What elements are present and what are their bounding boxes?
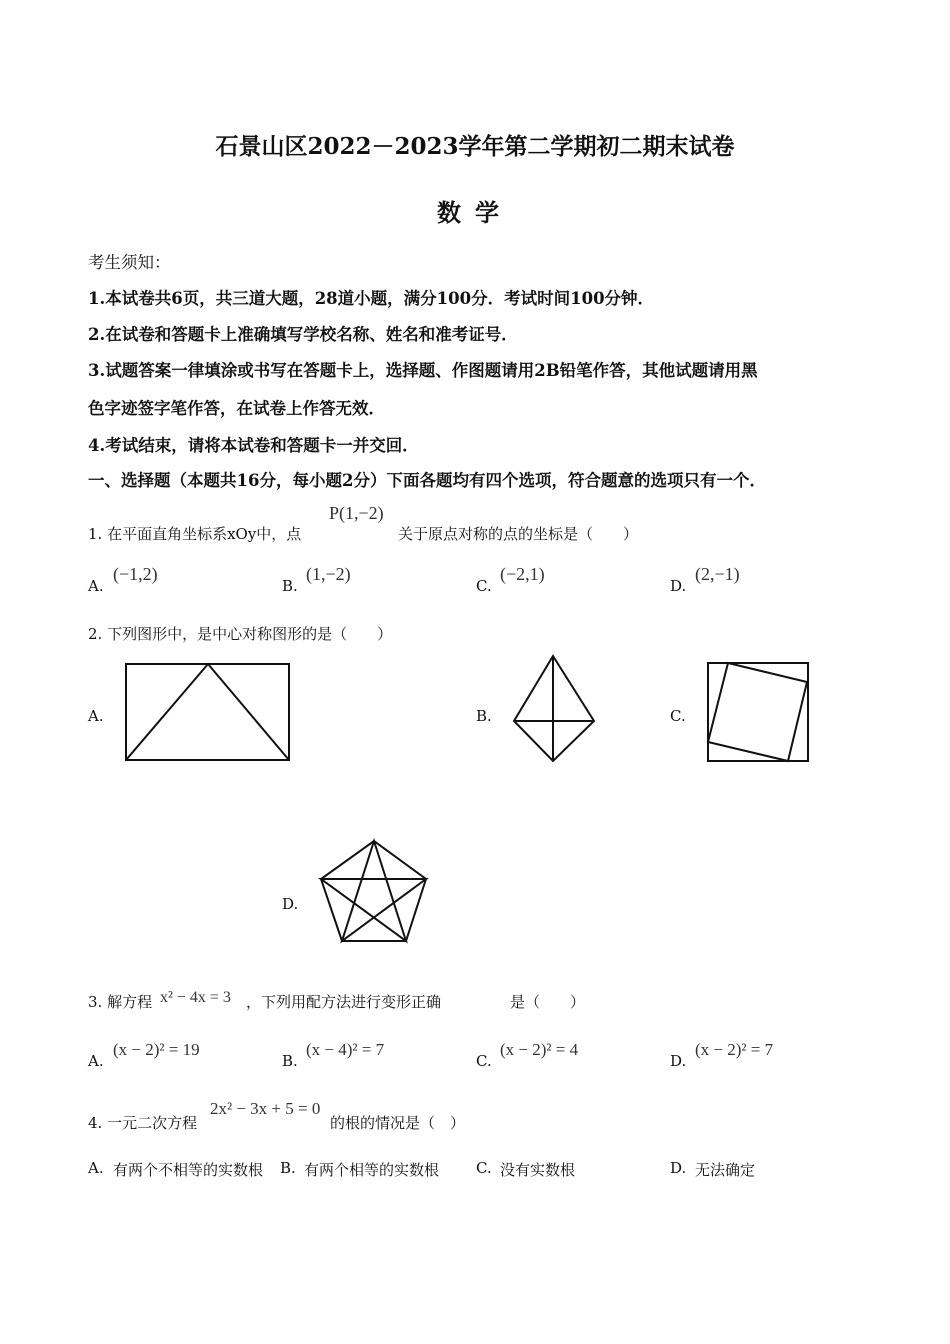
- q1-option-label: D.: [670, 577, 687, 595]
- q3-option-c: (x − 2)² = 4: [500, 1040, 579, 1059]
- q3-stem-before: 3. 解方程: [88, 993, 153, 1011]
- q3-option-d: (x − 2)² = 7: [695, 1040, 774, 1059]
- q1-option-b: (1,−2): [306, 564, 351, 584]
- notice-item: 1.本试卷共6页，共三道大题，28道小题，满分100分．考试时间100分钟．: [88, 289, 655, 308]
- q1-option-label: C.: [476, 577, 492, 595]
- q2-stem: 2. 下列图形中，是中心对称图形的是（ ）: [88, 625, 393, 643]
- q3-option-label: A.: [88, 1052, 104, 1070]
- q2-option-label: D.: [282, 895, 299, 913]
- q1-option-a: (−1,2): [113, 564, 158, 584]
- q2-option-label: C.: [670, 707, 686, 725]
- q3-option-label: D.: [670, 1052, 687, 1070]
- q4-option-c: 没有实数根: [500, 1161, 576, 1179]
- q3-option-a: (x − 2)² = 19: [113, 1040, 200, 1059]
- q3-stem-mid: ，下列用配方法进行变形正确: [246, 993, 442, 1011]
- q4-option-label: B.: [280, 1159, 296, 1177]
- q4-option-label: A.: [88, 1159, 104, 1177]
- q4-math: 2x² − 3x + 5 = 0: [210, 1099, 321, 1118]
- notice-item: 4.考试结束，请将本试卷和答题卡一并交回．: [88, 436, 419, 455]
- q4-option-label: D.: [670, 1159, 687, 1177]
- q1-stem-before: 1. 在平面直角坐标系xOy中，点: [88, 525, 302, 543]
- q3-option-b: (x − 4)² = 7: [306, 1040, 385, 1059]
- q3-option-label: C.: [476, 1052, 492, 1070]
- q1-stem-after: 关于原点对称的点的坐标是（ ）: [398, 525, 639, 543]
- q2-option-label: B.: [476, 707, 492, 725]
- q1-option-d: (2,−1): [695, 564, 740, 584]
- q2-option-label: A.: [88, 707, 104, 725]
- exam-subject: 数学: [437, 198, 513, 227]
- q4-stem-after: 的根的情况是（ ）: [330, 1114, 466, 1132]
- notice-item: 2.在试卷和答题卡上准确填写学校名称、姓名和准考证号．: [88, 325, 518, 344]
- q2-figure-c: [707, 662, 810, 763]
- q2-figure-b: [512, 654, 596, 764]
- q2-figure-a: [125, 663, 291, 762]
- q1-option-label: A.: [88, 577, 104, 595]
- notice-heading: 考生须知：: [88, 253, 171, 272]
- q3-math: x² − 4x = 3: [160, 989, 231, 1006]
- q4-option-label: C.: [476, 1159, 492, 1177]
- q4-option-b: 有两个相等的实数根: [304, 1161, 440, 1179]
- q4-option-d: 无法确定: [695, 1161, 756, 1179]
- section-heading: 一、选择题（本题共16分，每小题2分）下面各题均有四个选项，符合题意的选项只有一个．: [88, 471, 766, 490]
- q1-option-c: (−2,1): [500, 564, 545, 584]
- q3-stem-after: 是（ ）: [510, 993, 586, 1011]
- notice-item: 3.试题答案一律填涂或书写在答题卡上，选择题、作图题请用2B铅笔作答，其他试题请用黑: [88, 361, 758, 380]
- q1-option-label: B.: [282, 577, 298, 595]
- exam-title: 石景山区2022－2023学年第二学期初二期末试卷: [215, 133, 735, 160]
- q2-figure-d: [318, 839, 430, 944]
- q1-math: P(1,−2): [329, 503, 384, 523]
- q4-option-a: 有两个不相等的实数根: [113, 1161, 264, 1179]
- notice-item: 色字迹签字笔作答，在试卷上作答无效．: [88, 399, 385, 418]
- q3-option-label: B.: [282, 1052, 298, 1070]
- q4-stem-before: 4. 一元二次方程: [88, 1114, 198, 1132]
